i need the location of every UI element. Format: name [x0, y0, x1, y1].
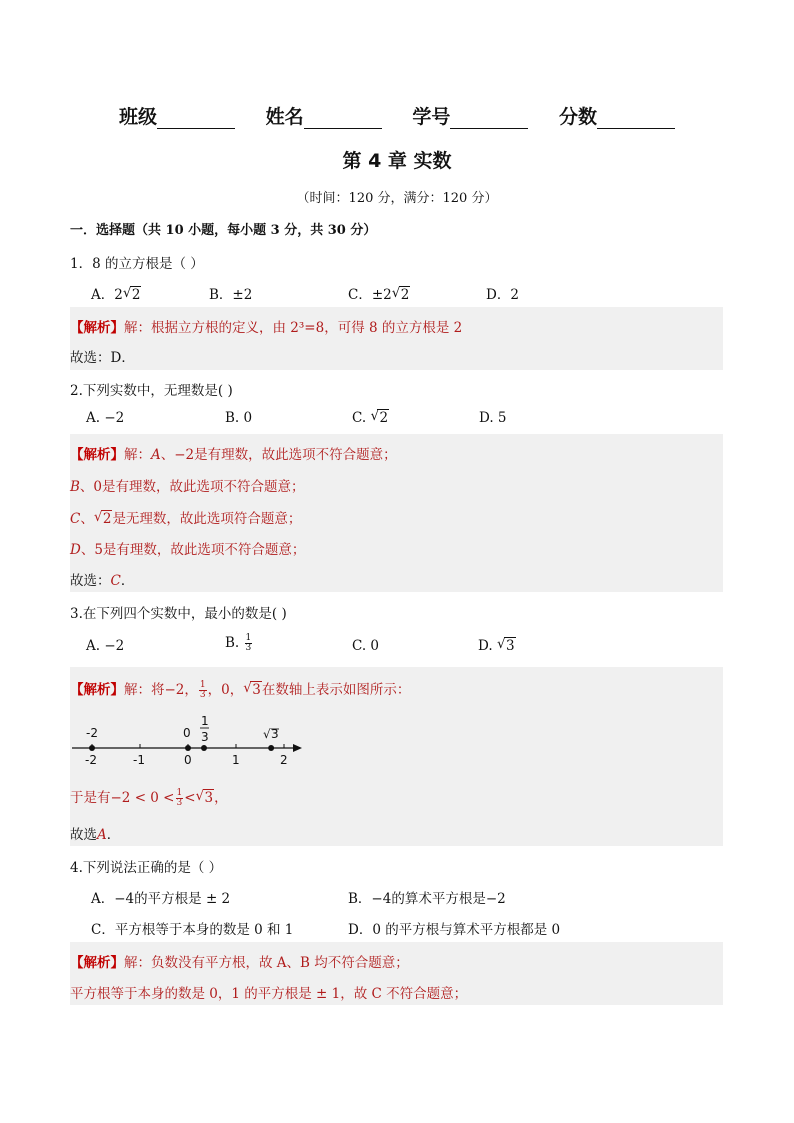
q4-analysis-line-2: 平方根等于本身的数是 0，1 的平方根是 ± 1，故 C 不符合题意；: [70, 986, 468, 1002]
q4-option-a[interactable]: A．−4的平方根是 ± 2: [91, 891, 231, 907]
q2-analysis-line-5: 故选：C．: [70, 573, 135, 589]
sqrt-symbol: √ 2: [391, 285, 410, 303]
fraction: $\frac{1}{3}$: [245, 633, 252, 653]
q1-option-d[interactable]: D．2: [486, 287, 519, 303]
q3-analysis-line-3: 故选A．: [70, 827, 121, 843]
number-line-tick-label: 1: [232, 753, 240, 767]
fraction: $\frac{1}{3}$: [199, 680, 206, 700]
number-line-point: [185, 745, 191, 751]
q2-analysis-line-1: 【解析】解：A、−2是有理数，故此选项不符合题意；: [70, 447, 397, 463]
section-heading: 一．选择题（共 10 小题，每小题 3 分，共 30 分）: [70, 223, 377, 238]
score-field[interactable]: 分数: [559, 102, 675, 129]
q2-option-a[interactable]: A. −2: [86, 410, 125, 426]
sqrt-symbol: √ 2: [93, 509, 112, 527]
question-2-stem: 2.下列实数中，无理数是( ): [70, 383, 233, 399]
sqrt-icon: √: [263, 727, 271, 741]
question-1-stem: 1．8 的立方根是（ ）: [70, 256, 204, 272]
q2-analysis-line-4: D、5是有理数，故此选项不符合题意；: [70, 542, 306, 558]
q4-option-c[interactable]: C．平方根等于本身的数是 0 和 1: [91, 922, 294, 938]
number-line-point: [89, 745, 95, 751]
point-label-sqrt: 3: [271, 727, 279, 741]
point-label-frac-num: 1: [201, 714, 209, 728]
number-line-tick-label: -1: [133, 753, 145, 767]
number-line-point: [268, 745, 274, 751]
q3-option-d[interactable]: D. √ 3: [478, 636, 515, 654]
number-line-tick-label: -2: [85, 753, 97, 767]
q4-option-d[interactable]: D．0 的平方根与算术平方根都是 0: [348, 922, 561, 938]
number-line-tick-label: 2: [280, 753, 288, 767]
q4-analysis-line-1: 【解析】解：负数没有平方根，故 A、B 均不符合题意；: [70, 955, 409, 971]
sqrt-symbol: √ 2: [122, 285, 141, 303]
q3-analysis-line-1: 【解析】解：将−2， $\frac{1}{3}$ ，0， √ 3在数轴上表示如图所示：: [70, 680, 411, 700]
number-line-tick-label: 0: [184, 753, 192, 767]
number-line-arrow-icon: [293, 744, 302, 752]
page-title: 第 4 章 实数: [342, 150, 452, 172]
point-label-zero: 0: [183, 726, 191, 740]
question-3-stem: 3.在下列四个实数中，最小的数是( ): [70, 606, 287, 622]
q1-analysis-line-2: 故选：D．: [70, 350, 135, 366]
q2-option-b[interactable]: B. 0: [225, 410, 253, 426]
q1-analysis-line-1: 【解析】解：根据立方根的定义，由 2³=8，可得 8 的立方根是 2: [70, 320, 463, 336]
q2-analysis-line-2: B、0是有理数，故此选项不符合题意；: [70, 479, 305, 495]
page-subtitle: （时间：120 分，满分：120 分）: [296, 191, 498, 206]
fraction: $\frac{1}{3}$: [176, 788, 183, 808]
q3-analysis-line-2: 于是有−2 < 0 < $\frac{1}{3}$ < √ 3，: [70, 788, 228, 808]
q1-option-b[interactable]: B．±2: [209, 287, 253, 303]
q2-option-d[interactable]: D. 5: [479, 410, 507, 426]
name-field[interactable]: 姓名: [266, 102, 382, 129]
q1-option-a[interactable]: A．2 √ 2: [91, 285, 141, 303]
student-id-field[interactable]: 学号: [412, 102, 528, 129]
sqrt-symbol: √ 3: [243, 680, 261, 698]
student-info-header: [0, 102, 794, 129]
point-label-minus-2: -2: [86, 726, 98, 740]
q3-option-b[interactable]: B. $\frac{1}{3}$: [225, 633, 252, 653]
class-field[interactable]: 班级: [119, 102, 235, 129]
question-4-stem: 4.下列说法正确的是（ ）: [70, 860, 223, 876]
q4-option-b[interactable]: B．−4的算术平方根是−2: [348, 891, 506, 907]
sqrt-symbol: √ 2: [370, 408, 389, 426]
point-label-frac-den: 3: [201, 730, 209, 744]
q3-option-c[interactable]: C. 0: [352, 638, 380, 654]
sqrt-symbol: √ 3: [195, 788, 214, 806]
q1-option-c[interactable]: C．±2 √ 2: [348, 285, 410, 303]
q3-option-a[interactable]: A. −2: [86, 638, 125, 654]
number-line: [70, 708, 310, 770]
q2-option-c[interactable]: C. √ 2: [352, 408, 389, 426]
sqrt-symbol: √ 3: [496, 636, 515, 654]
number-line-point: [201, 745, 207, 751]
q2-analysis-line-3: C、 √ 2是无理数，故此选项符合题意；: [70, 509, 302, 527]
